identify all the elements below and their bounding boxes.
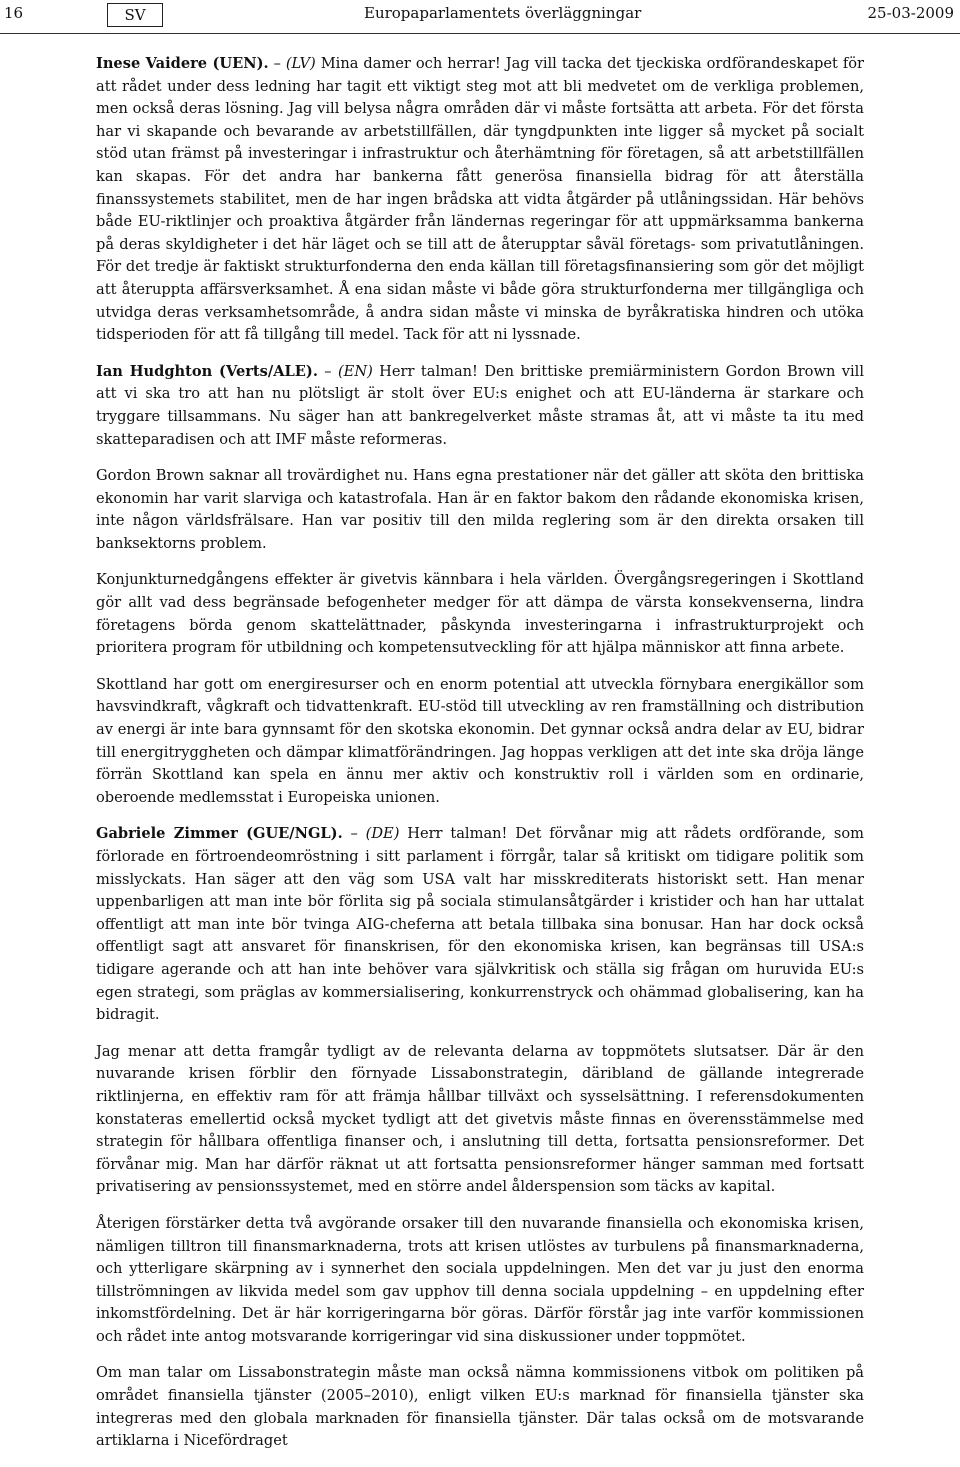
paragraph-zimmer bbox=[96, 823, 864, 1026]
paragraph-text: Mina damer och herrar! Jag vill tacka det tjeckiska ordförandeskapet för att rådet under dess ledning har tagit ett viktigt steg mot att bli medvetet om de verkliga problemen, men också deras lösning. Jag vill belysa några områden där vi måste fortsätta att arbeta. För det första har vi skapande och bevarande av arbetstillfällen, där tyngdpunkten inte ligger så mycket på socialt stöd utan främst på investeringar i infrastruktur och återhämtning för företagen, så att arbetstillfällen kan skapas. För det andra har bankerna fått generösa finansiella bidrag för att återställa finanssystemets stabilitet, men de har ingen brådska att vidta åtgärder på utlåningssidan. Här behövs både EU-riktlinjer och proaktiva åtgärder från ländernas regeringar för att uppmärksamma bankerna på deras skyldigheter i det här läget och se till att de återupptar såväl företags- som privatutlåningen. För det tredje är faktiskt strukturfonderna den enda källan till företagsfinansiering som gör det möjligt att återuppta affärsverksamhet. Å ena sidan måste vi både göra strukturfonderna mer tillgängliga och utvidga deras verksamhetsområde, å andra sidan måste vi minska de byråkratiska hindren och utöka tidsperioden för att få tillgång till medel. Tack för att ni lyssnade. bbox=[96, 55, 865, 344]
speaker-name: Ian Hudghton (Verts/ALE). bbox=[96, 362, 318, 380]
paragraph-hudghton bbox=[96, 361, 864, 451]
paragraph-text: Gordon Brown saknar all trovärdighet nu. Hans egna prestationer när det gäller att sköta den brittiska ekonomin har varit slarviga och katastrofala. Han är en faktor bakom den rådande ekonomiska krisen, inte någon världsfrälsare. Han var positiv till den milda reglering som är den direkta orsaken till banksektorns problem. bbox=[96, 467, 864, 552]
paragraph-text: Skottland har gott om energiresurser och en enorm potential att utveckla förnybara energikällor som havsvindkraft, vågkraft och tidvattenkraft. EU-stöd till utveckling av ren framställning och distribution av energi är inte bara gynnsamt för den skotska ekonomin. Det gynnar också andra delar av EU, bidrar till energitryggheten och dämpar klimatförändringen. Jag hoppas verkligen att det inte ska dröja länge förrän Skottland kan spela en ännu mer aktiv och konstruktiv roll i världen som en ordinarie, oberoende medlemsstat i Europeiska unionen. bbox=[96, 675, 864, 806]
paragraph-text: Konjunkturnedgångens effekter är givetvis kännbara i hela världen. Övergångsregeringen i Skottland gör allt vad dess begränsade befogenheter medger för att dämpa de värsta konsekvenserna, lindra företagens börda genom skattelättnader, påskynda investeringarna i infrastrukturprojekt och prioritera program för utbildning och kompetensutveckling för att hjälpa människor att finna arbete. bbox=[96, 571, 864, 657]
language-code: (EN) bbox=[337, 362, 373, 380]
paragraph-text: Jag menar att detta framgår tydligt av de relevanta delarna av toppmötets slutsatser. Där är den nuvarande krisen förblir den förnyade Lissabonstrategin, däribland de gällande integrerade riktlinjerna, en effektiv ram för att främja hållbar tillväxt och sysselsättning. I referensdokumenten konstateras emellertid också mycket tydligt att det givetvis måste finnas en överensstämmelse med strategin för hållbara offentliga finanser och, i anslutning till detta, fortsatta pensionsreformer. Det förvånar mig. Man har därför räknat ut att fortsatta pensionsreformer hänger samman med fortsatt privatisering av pensionssystemet, med en större andel ålderspension som täcks av kapital. bbox=[96, 1042, 864, 1196]
paragraph-text: Återigen förstärker detta två avgörande orsaker till den nuvarande finansiella och ekonomiska krisen, nämligen tilltron till finansmarknaderna, trots att krisen utlöstes av turbulens på finansmarknaderna, och ytterligare skärpning av i synnerhet den sociala uppdelningen. Men det var ju just den enorma tillströmningen av likvida medel som gav upphov till denna sociala uppdelning – en uppdelning efter inkomstfördelning. Det är här korrigeringarna bör göras. Därför förstår jag inte varför kommissionen och rådet inte antog motsvarande korrigeringar vid sina diskussioner under toppmötet. bbox=[96, 1214, 864, 1345]
speaker-dash: – bbox=[342, 825, 366, 843]
speaker-name: Inese Vaidere (UEN). bbox=[96, 55, 269, 72]
page-header bbox=[0, 0, 960, 30]
publication-title: Europaparlamentets överläggningar bbox=[364, 4, 642, 22]
header-divider bbox=[0, 33, 960, 34]
publication-date: 25-03-2009 bbox=[867, 4, 954, 22]
language-code: (LV) bbox=[285, 55, 316, 72]
speaker-name: Gabriele Zimmer (GUE/NGL). bbox=[96, 825, 343, 843]
paragraph-text: Om man talar om Lissabonstrategin måste man också nämna kommissionens vitbok om politiken på området finansiella tjänster (2005–2010), enligt vilken EU:s marknad för finansiella tjänster ska integreras med den globala marknaden för finansiella tjänster. Där talas också om de motsvarande artiklarna i Nicefördraget bbox=[96, 1364, 864, 1450]
paragraph-text: Herr talman! Den brittiske premiärministern Gordon Brown vill att vi ska tro att han nu plötsligt är stolt över EU:s enighet och att EU-länderna är starkare och tryggare tillsammans. Nu säger han att bankregelverket måste stramas åt, att vi måste ta itu med skatteparadisen och att IMF måste reformeras. bbox=[96, 362, 864, 448]
language-code: (DE) bbox=[365, 825, 400, 843]
document-body bbox=[96, 53, 864, 1467]
language-badge: SV bbox=[107, 3, 163, 27]
paragraph-vaidere bbox=[96, 53, 864, 347]
speaker-dash: – bbox=[268, 55, 286, 72]
paragraph-text: Herr talman! Det förvånar mig att rådets ordförande, som förlorade en förtroendeomröstning i sitt parlament i förrgår, talar så kritiskt om tidigare politik som misslyckats. Han säger att den väg som USA valt har misskrediterats historiskt sett. Han menar uppenbarligen att man inte bör förlita sig på sociala stimulansåtgärder i kristider och han har uttalat offentligt att man inte bör tvinga AIG-cheferna att betala tillbaka sina bonusar. Han har dock också offentligt sagt att ansvaret för finanskrisen, för den ekonomiska krisen, kan begränsas till USA:s tidigare agerande och att han inte behöver vara självkritisk och ställa sig frågan om huruvida EU:s egen strategi, som präglas av kommersialisering, konkurrenstryck och ohämmad globalisering, kan ha bidragit. bbox=[96, 825, 864, 1024]
page-number: 16 bbox=[4, 4, 24, 22]
speaker-dash: – bbox=[317, 362, 338, 380]
